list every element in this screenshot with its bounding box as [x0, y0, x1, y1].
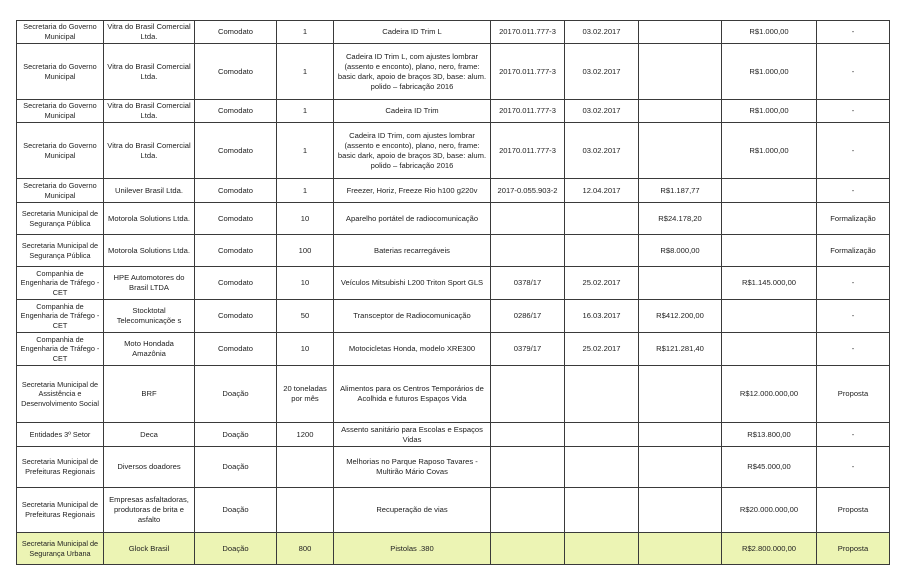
- table-row: [17, 423, 890, 447]
- quantity-cell: 1: [277, 179, 334, 203]
- org-cell: Secretaria do Governo Municipal: [17, 21, 104, 44]
- unit-value-cell: R$8.000,00: [639, 235, 722, 267]
- total-value-cell: [722, 203, 817, 235]
- description-cell: Cadeira ID Trim L: [334, 21, 491, 44]
- modality-cell: Comodato: [195, 21, 277, 44]
- company-cell: HPE Automotores do Brasil LTDA: [104, 267, 195, 300]
- description-cell: Baterias recarregáveis: [334, 235, 491, 267]
- unit-value-cell: [639, 366, 722, 423]
- description-cell: Cadeira ID Trim L, com ajustes lombrar (assento e enconto), plano, nero, frame: basic dark, apoio de braços 3D, base: alum. polido – fabricação 2016: [334, 44, 491, 100]
- org-cell: Secretaria do Governo Municipal: [17, 123, 104, 179]
- modality-cell: Comodato: [195, 179, 277, 203]
- unit-value-cell: [639, 533, 722, 565]
- description-cell: Aparelho portátel de radiocomunicação: [334, 203, 491, 235]
- description-cell: Veículos Mitsubishi L200 Triton Sport GLS: [334, 267, 491, 300]
- company-cell: Vitra do Brasil Comercial Ltda.: [104, 123, 195, 179]
- company-cell: Unilever Brasil Ltda.: [104, 179, 195, 203]
- date-cell: [565, 366, 639, 423]
- org-cell: Secretaria Municipal de Segurança Urbana: [17, 533, 104, 565]
- date-cell: 16.03.2017: [565, 300, 639, 333]
- modality-cell: Comodato: [195, 235, 277, 267]
- company-cell: Empresas asfaltadoras, produtoras de brita e asfalto: [104, 488, 195, 533]
- process-cell: [491, 203, 565, 235]
- status-cell: Proposta: [817, 533, 890, 565]
- status-cell: -: [817, 423, 890, 447]
- date-cell: [565, 235, 639, 267]
- status-cell: -: [817, 333, 890, 366]
- company-cell: Vitra do Brasil Comercial Ltda.: [104, 21, 195, 44]
- modality-cell: Doação: [195, 366, 277, 423]
- quantity-cell: 1: [277, 100, 334, 123]
- date-cell: 03.02.2017: [565, 21, 639, 44]
- table-row: [17, 333, 890, 366]
- total-value-cell: R$13.800,00: [722, 423, 817, 447]
- status-cell: Proposta: [817, 366, 890, 423]
- company-cell: Glock Brasil: [104, 533, 195, 565]
- modality-cell: Comodato: [195, 300, 277, 333]
- description-cell: Transceptor de Radiocomunicação: [334, 300, 491, 333]
- process-cell: [491, 235, 565, 267]
- process-cell: 20170.011.777-3: [491, 21, 565, 44]
- org-cell: Companhia de Engenharia de Tráfego - CET: [17, 300, 104, 333]
- quantity-cell: 1200: [277, 423, 334, 447]
- date-cell: 12.04.2017: [565, 179, 639, 203]
- company-cell: Deca: [104, 423, 195, 447]
- org-cell: Secretaria do Governo Municipal: [17, 44, 104, 100]
- modality-cell: Comodato: [195, 44, 277, 100]
- company-cell: Diversos doadores: [104, 447, 195, 488]
- description-cell: Freezer, Horiz, Freeze Rio h100 g220v: [334, 179, 491, 203]
- table-row: [17, 44, 890, 100]
- table-body: [17, 21, 890, 565]
- modality-cell: Comodato: [195, 267, 277, 300]
- table-row: [17, 21, 890, 44]
- org-cell: Secretaria Municipal de Segurança Pública: [17, 203, 104, 235]
- description-cell: Recuperação de vias: [334, 488, 491, 533]
- date-cell: 03.02.2017: [565, 44, 639, 100]
- description-cell: Alimentos para os Centros Temporários de Acolhida e futuros Espaços Vida: [334, 366, 491, 423]
- table-row: [17, 300, 890, 333]
- process-cell: 0379/17: [491, 333, 565, 366]
- company-cell: Stocktotal Telecomunicaçõe s: [104, 300, 195, 333]
- company-cell: Motorola Solutions Ltda.: [104, 203, 195, 235]
- org-cell: Secretaria do Governo Municipal: [17, 100, 104, 123]
- status-cell: -: [817, 179, 890, 203]
- process-cell: [491, 447, 565, 488]
- quantity-cell: 10: [277, 203, 334, 235]
- table-row: [17, 488, 890, 533]
- modality-cell: Doação: [195, 447, 277, 488]
- description-cell: Cadeira ID Trim: [334, 100, 491, 123]
- table-row: [17, 447, 890, 488]
- total-value-cell: R$45.000,00: [722, 447, 817, 488]
- company-cell: Vitra do Brasil Comercial Ltda.: [104, 44, 195, 100]
- total-value-cell: R$1.000,00: [722, 44, 817, 100]
- table-row: [17, 235, 890, 267]
- table-row: [17, 203, 890, 235]
- modality-cell: Comodato: [195, 203, 277, 235]
- status-cell: -: [817, 21, 890, 44]
- process-cell: 20170.011.777-3: [491, 100, 565, 123]
- table-row: [17, 533, 890, 565]
- modality-cell: Doação: [195, 488, 277, 533]
- status-cell: -: [817, 267, 890, 300]
- org-cell: Secretaria do Governo Municipal: [17, 179, 104, 203]
- table-row: [17, 366, 890, 423]
- unit-value-cell: R$1.187,77: [639, 179, 722, 203]
- org-cell: Secretaria Municipal de Prefeituras Regionais: [17, 447, 104, 488]
- total-value-cell: R$1.000,00: [722, 123, 817, 179]
- status-cell: -: [817, 123, 890, 179]
- process-cell: 0378/17: [491, 267, 565, 300]
- quantity-cell: 1: [277, 44, 334, 100]
- status-cell: -: [817, 447, 890, 488]
- quantity-cell: 1: [277, 123, 334, 179]
- process-cell: 20170.011.777-3: [491, 44, 565, 100]
- process-cell: [491, 488, 565, 533]
- status-cell: -: [817, 44, 890, 100]
- org-cell: Companhia de Engenharia de Tráfego - CET: [17, 333, 104, 366]
- table-row: [17, 123, 890, 179]
- org-cell: Entidades 3º Setor: [17, 423, 104, 447]
- modality-cell: Doação: [195, 423, 277, 447]
- date-cell: 25.02.2017: [565, 333, 639, 366]
- date-cell: 25.02.2017: [565, 267, 639, 300]
- status-cell: Formalização: [817, 235, 890, 267]
- unit-value-cell: [639, 44, 722, 100]
- total-value-cell: [722, 235, 817, 267]
- total-value-cell: R$1.145.000,00: [722, 267, 817, 300]
- quantity-cell: 20 toneladas por mês: [277, 366, 334, 423]
- unit-value-cell: R$24.178,20: [639, 203, 722, 235]
- org-cell: Secretaria Municipal de Segurança Pública: [17, 235, 104, 267]
- date-cell: 03.02.2017: [565, 123, 639, 179]
- process-cell: [491, 366, 565, 423]
- process-cell: 20170.011.777-3: [491, 123, 565, 179]
- description-cell: Melhorias no Parque Raposo Tavares - Multirão Mário Covas: [334, 447, 491, 488]
- quantity-cell: [277, 447, 334, 488]
- total-value-cell: R$20.000.000,00: [722, 488, 817, 533]
- status-cell: -: [817, 300, 890, 333]
- modality-cell: Doação: [195, 533, 277, 565]
- status-cell: Proposta: [817, 488, 890, 533]
- date-cell: [565, 447, 639, 488]
- unit-value-cell: [639, 488, 722, 533]
- description-cell: Motocicletas Honda, modelo XRE300: [334, 333, 491, 366]
- unit-value-cell: [639, 267, 722, 300]
- unit-value-cell: R$412.200,00: [639, 300, 722, 333]
- unit-value-cell: [639, 423, 722, 447]
- unit-value-cell: [639, 100, 722, 123]
- process-cell: [491, 533, 565, 565]
- process-cell: 2017-0.055.903-2: [491, 179, 565, 203]
- company-cell: Motorola Solutions Ltda.: [104, 235, 195, 267]
- unit-value-cell: [639, 447, 722, 488]
- org-cell: Secretaria Municipal de Prefeituras Regionais: [17, 488, 104, 533]
- date-cell: [565, 488, 639, 533]
- process-cell: 0286/17: [491, 300, 565, 333]
- modality-cell: Comodato: [195, 333, 277, 366]
- unit-value-cell: R$121.281,40: [639, 333, 722, 366]
- table-row: [17, 100, 890, 123]
- modality-cell: Comodato: [195, 100, 277, 123]
- company-cell: BRF: [104, 366, 195, 423]
- date-cell: [565, 203, 639, 235]
- quantity-cell: [277, 488, 334, 533]
- quantity-cell: 100: [277, 235, 334, 267]
- table-row: [17, 267, 890, 300]
- status-cell: -: [817, 100, 890, 123]
- org-cell: Companhia de Engenharia de Tráfego - CET: [17, 267, 104, 300]
- total-value-cell: [722, 179, 817, 203]
- table-row: [17, 179, 890, 203]
- company-cell: Vitra do Brasil Comercial Ltda.: [104, 100, 195, 123]
- process-cell: [491, 423, 565, 447]
- unit-value-cell: [639, 123, 722, 179]
- total-value-cell: R$1.000,00: [722, 100, 817, 123]
- unit-value-cell: [639, 21, 722, 44]
- total-value-cell: R$12.000.000,00: [722, 366, 817, 423]
- total-value-cell: R$2.800.000,00: [722, 533, 817, 565]
- org-cell: Secretaria Municipal de Assistência e Desenvolvimento Social: [17, 366, 104, 423]
- total-value-cell: [722, 300, 817, 333]
- quantity-cell: 50: [277, 300, 334, 333]
- quantity-cell: 1: [277, 21, 334, 44]
- total-value-cell: R$1.000,00: [722, 21, 817, 44]
- description-cell: Assento sanitário para Escolas e Espaços Vidas: [334, 423, 491, 447]
- company-cell: Moto Hondada Amazônia: [104, 333, 195, 366]
- date-cell: 03.02.2017: [565, 100, 639, 123]
- quantity-cell: 10: [277, 267, 334, 300]
- description-cell: Pistolas .380: [334, 533, 491, 565]
- description-cell: Cadeira ID Trim, com ajustes lombrar (assento e enconto), plano, nero, frame: basic dark, apoio de braços 3D, base: alum. polido – fabricação 2016: [334, 123, 491, 179]
- date-cell: [565, 533, 639, 565]
- quantity-cell: 10: [277, 333, 334, 366]
- status-cell: Formalização: [817, 203, 890, 235]
- date-cell: [565, 423, 639, 447]
- modality-cell: Comodato: [195, 123, 277, 179]
- donations-table: [16, 20, 890, 565]
- quantity-cell: 800: [277, 533, 334, 565]
- total-value-cell: [722, 333, 817, 366]
